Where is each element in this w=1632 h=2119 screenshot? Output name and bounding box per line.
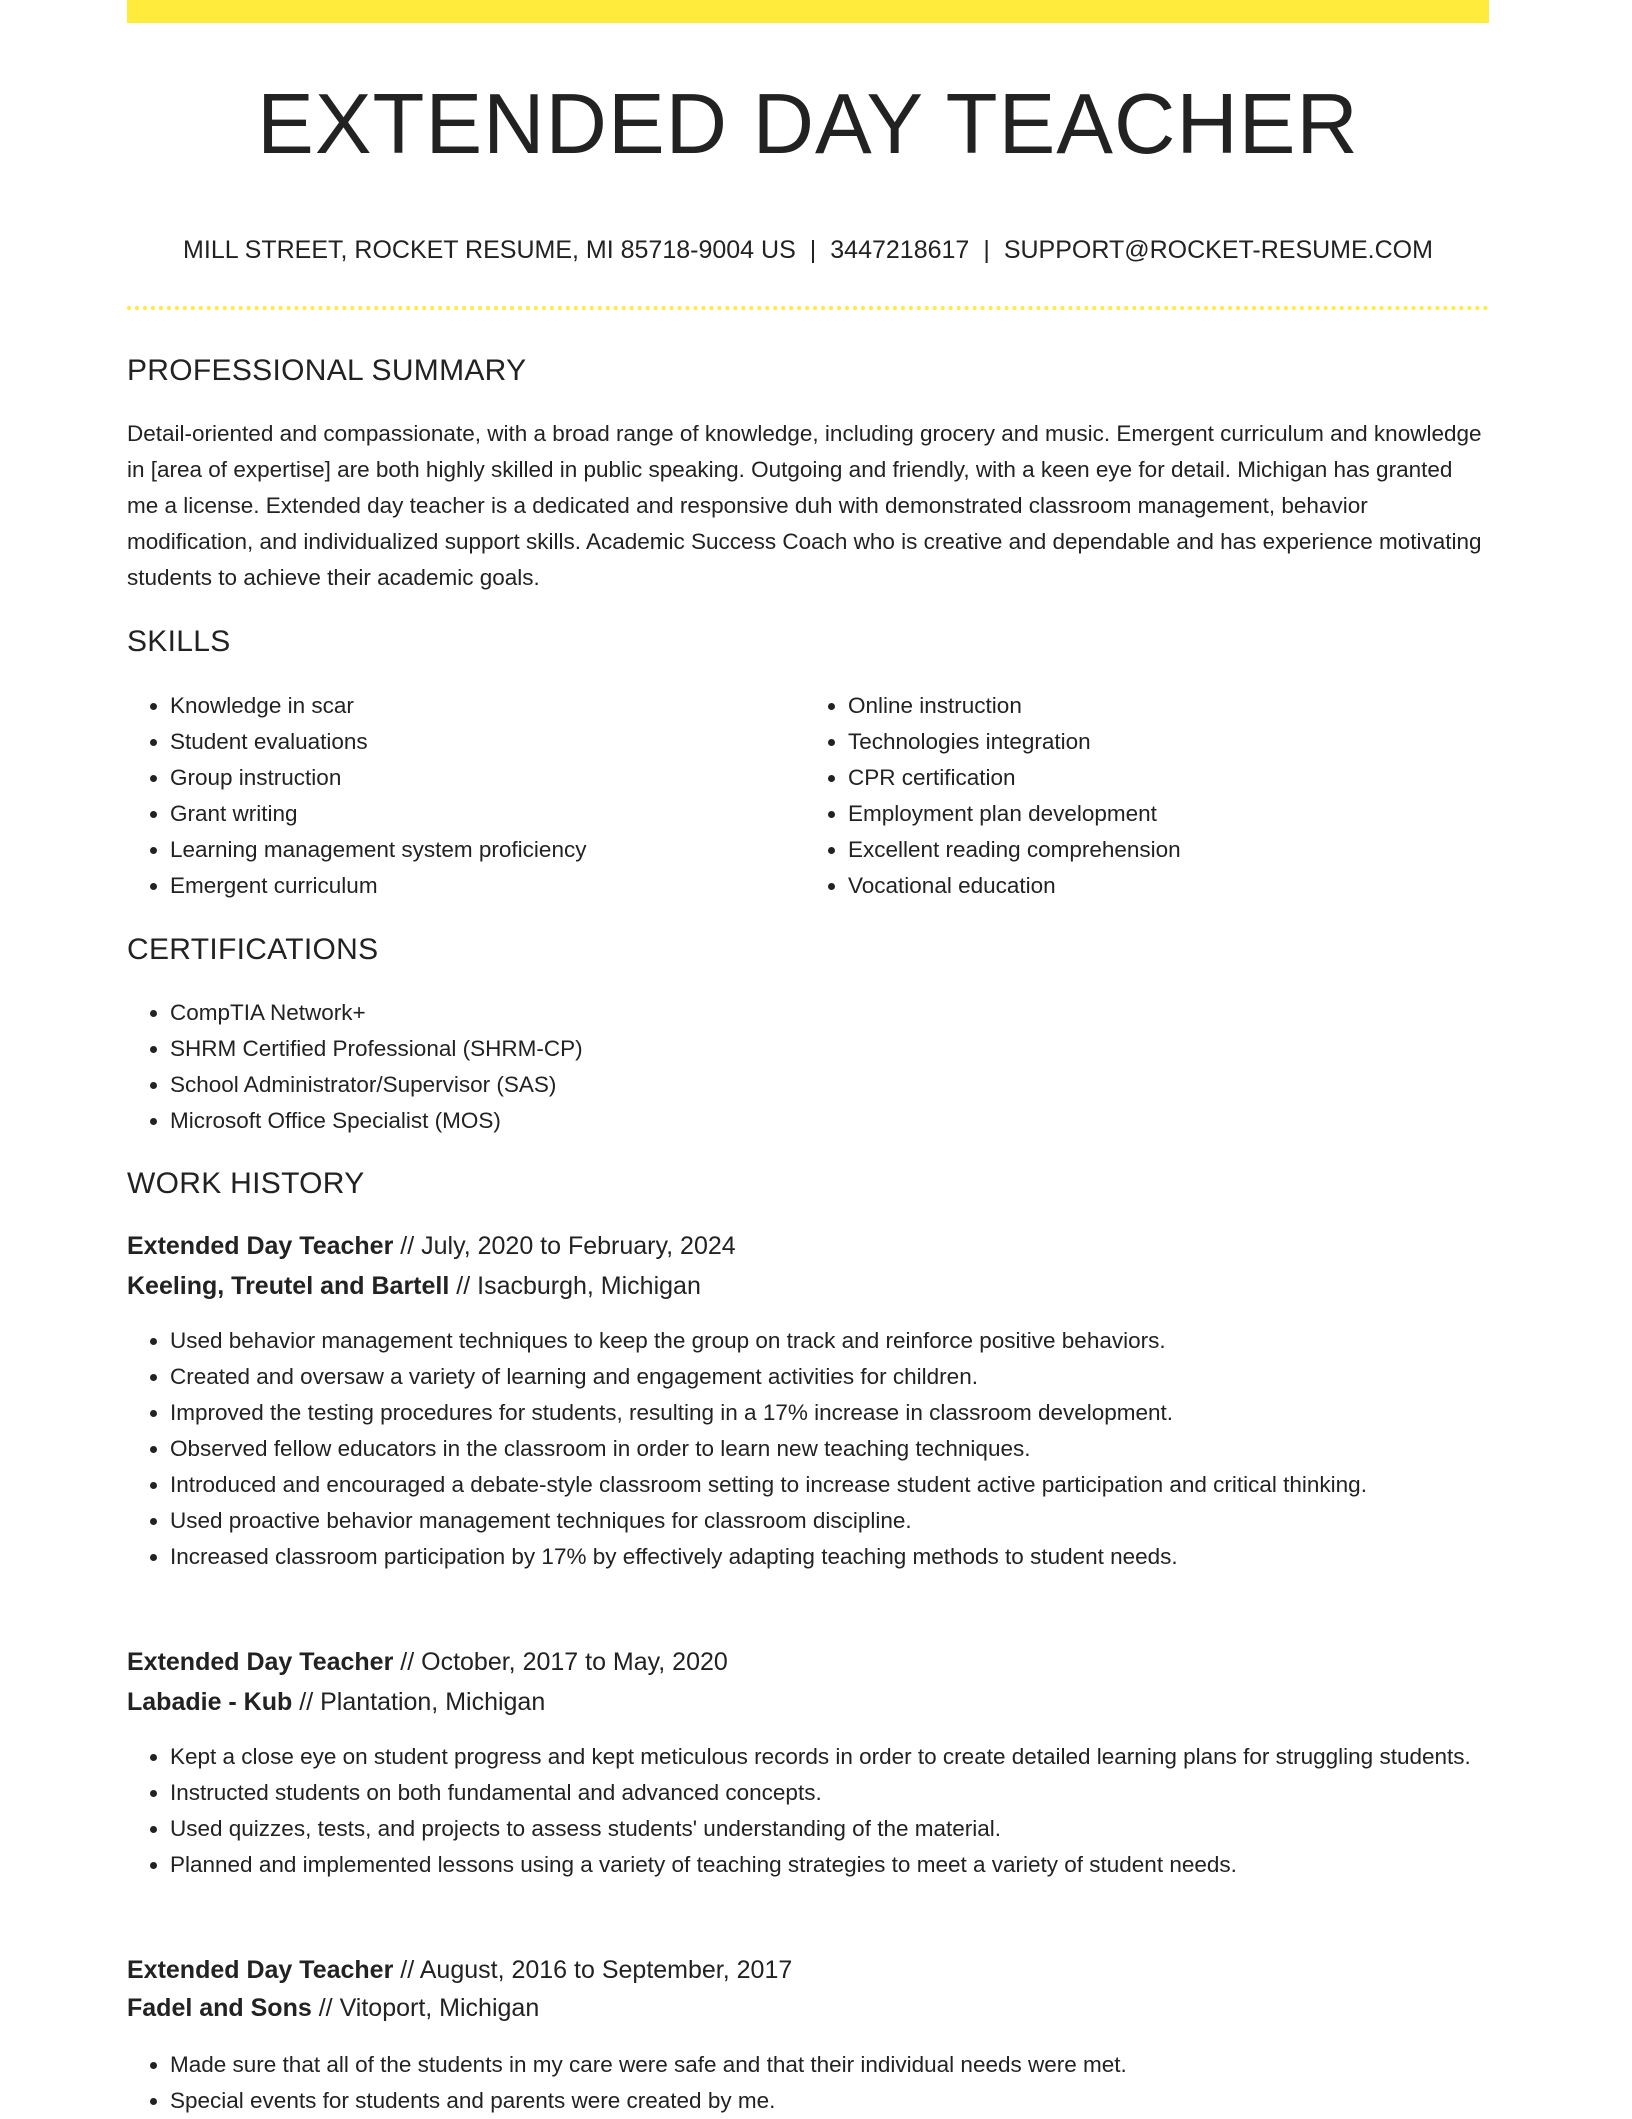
skills-left-list bbox=[127, 688, 787, 904]
job-duty: • Made sure that all of the students in my care were safe and that their individual needs were met. bbox=[170, 2047, 1489, 2083]
certification-item: • CompTIA Network+ bbox=[170, 995, 583, 1031]
skill-item: • Student evaluations bbox=[170, 724, 787, 760]
job-divider: // bbox=[299, 1688, 314, 1716]
job-title-line bbox=[127, 1648, 728, 1677]
skill-item: • CPR certification bbox=[848, 760, 1485, 796]
certifications-list-wrap bbox=[127, 995, 583, 1139]
job-company: Labadie - Kub bbox=[127, 1688, 293, 1716]
job-company-line bbox=[127, 1688, 545, 1717]
job-duty: • Used proactive behavior management techniques for classroom discipline. bbox=[170, 1503, 1489, 1539]
skill-item: • Technologies integration bbox=[848, 724, 1485, 760]
skill-item: • Emergent curriculum bbox=[170, 868, 787, 904]
job-duty: • Increased classroom participation by 17% by effectively adapting teaching methods to student needs. bbox=[170, 1539, 1489, 1575]
contact-email: SUPPORT@ROCKET-RESUME.COM bbox=[1003, 236, 1433, 264]
job-duties bbox=[127, 1739, 1489, 1883]
skills-right-column bbox=[805, 688, 1485, 904]
certification-item: • School Administrator/Supervisor (SAS) bbox=[170, 1067, 583, 1103]
job-duty: • Planned and implemented lessons using a variety of teaching strategies to meet a variety of student needs. bbox=[170, 1847, 1489, 1883]
skills-left-column bbox=[127, 688, 787, 904]
job-duty: • Instructed students on both fundamental and advanced concepts. bbox=[170, 1775, 1489, 1811]
certifications-list bbox=[127, 995, 583, 1139]
job-location: Plantation, Michigan bbox=[320, 1688, 546, 1716]
job-duty: • Observed fellow educators in the classroom in order to learn new teaching techniques. bbox=[170, 1431, 1489, 1467]
job-role: Extended Day Teacher bbox=[127, 1648, 394, 1676]
certification-item: • Microsoft Office Specialist (MOS) bbox=[170, 1103, 583, 1139]
resume-name: EXTENDED DAY TEACHER bbox=[257, 77, 1359, 172]
skill-item: • Knowledge in scar bbox=[170, 688, 787, 724]
job-title-line bbox=[127, 1232, 736, 1261]
skills-right-list bbox=[805, 688, 1485, 904]
skill-item: • Group instruction bbox=[170, 760, 787, 796]
skill-item: • Employment plan development bbox=[848, 796, 1485, 832]
dotted-divider bbox=[127, 306, 1489, 310]
job-duties bbox=[127, 2047, 1489, 2119]
job-role: Extended Day Teacher bbox=[127, 1232, 394, 1260]
skill-item: • Vocational education bbox=[848, 868, 1485, 904]
job-duties-list bbox=[127, 1323, 1489, 1575]
job-role: Extended Day Teacher bbox=[127, 1956, 394, 1984]
job-duty: • Kept a close eye on student progress and kept meticulous records in order to create detailed learning plans for struggling students. bbox=[170, 1739, 1489, 1775]
job-divider: // bbox=[318, 1994, 333, 2022]
job-duty: • Improved the testing procedures for students, resulting in a 17% increase in classroom development. bbox=[170, 1395, 1489, 1431]
job-duty: • Special events for students and parents were created by me. bbox=[170, 2083, 1489, 2119]
job-divider: // bbox=[400, 1232, 415, 1260]
summary-heading: PROFESSIONAL SUMMARY bbox=[127, 354, 527, 387]
job-duties bbox=[127, 1323, 1489, 1575]
job-company-line bbox=[127, 1994, 539, 2023]
job-divider: // bbox=[400, 1648, 415, 1676]
job-dates: July, 2020 to February, 2024 bbox=[421, 1232, 736, 1260]
job-company: Fadel and Sons bbox=[127, 1994, 312, 2022]
job-divider: // bbox=[456, 1272, 471, 1300]
skills-heading: SKILLS bbox=[127, 625, 231, 658]
contact-phone: 3447218617 bbox=[830, 236, 970, 264]
certifications-heading: CERTIFICATIONS bbox=[127, 933, 379, 966]
contact-address: MILL STREET, ROCKET RESUME, MI 85718-9004 US bbox=[183, 236, 796, 264]
work-history-heading: WORK HISTORY bbox=[127, 1167, 365, 1200]
contact-separator: | bbox=[809, 236, 817, 264]
skill-item: • Learning management system proficiency bbox=[170, 832, 787, 868]
certification-item: • SHRM Certified Professional (SHRM-CP) bbox=[170, 1031, 583, 1067]
job-duty: • Introduced and encouraged a debate-style classroom setting to increase student active participation and critical thinking. bbox=[170, 1467, 1489, 1503]
job-duty: • Used behavior management techniques to keep the group on track and reinforce positive behaviors. bbox=[170, 1323, 1489, 1359]
job-duties-list bbox=[127, 2047, 1489, 2119]
skill-item: • Excellent reading comprehension bbox=[848, 832, 1485, 868]
job-title-line bbox=[127, 1956, 792, 1985]
job-location: Vitoport, Michigan bbox=[339, 1994, 540, 2022]
job-location: Isacburgh, Michigan bbox=[477, 1272, 701, 1300]
job-divider: // bbox=[400, 1956, 415, 1984]
contact-separator: | bbox=[983, 236, 990, 264]
job-company: Keeling, Treutel and Bartell bbox=[127, 1272, 450, 1300]
skill-item: • Grant writing bbox=[170, 796, 787, 832]
contact-line bbox=[127, 236, 1489, 265]
job-company-line bbox=[127, 1272, 701, 1301]
accent-top-bar bbox=[127, 0, 1489, 23]
job-duty: • Created and oversaw a variety of learning and engagement activities for children. bbox=[170, 1359, 1489, 1395]
skill-item: • Online instruction bbox=[848, 688, 1485, 724]
job-dates: October, 2017 to May, 2020 bbox=[421, 1648, 728, 1676]
job-duty: • Used quizzes, tests, and projects to assess students' understanding of the material. bbox=[170, 1811, 1489, 1847]
job-duties-list bbox=[127, 1739, 1489, 1883]
job-dates: August, 2016 to September, 2017 bbox=[419, 1956, 793, 1984]
summary-text: Detail-oriented and compassionate, with a broad range of knowledge, including grocery and music. Emergent curriculum and knowledge in [area of expertise] are both highly skilled in public speaking. Outgoing and friendly, with a keen eye for detail. Michigan has granted me a license. Extended day teacher is a dedicated and responsive duh with demonstrated classroom management, behavior modification, and individualized support skills. Academic Success Coach who is creative and dependable and has experience motivating students to achieve their academic goals. bbox=[127, 421, 1482, 590]
